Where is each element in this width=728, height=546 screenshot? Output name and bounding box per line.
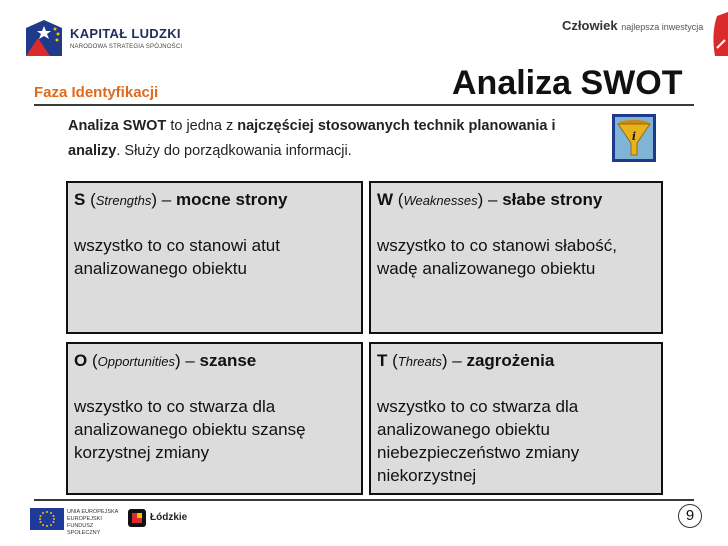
eu-label: UNIA EUROPEJSKA EUROPEJSKI FUNDUSZ SPOŁECZNY	[67, 509, 119, 536]
swot-cell-strengths	[66, 181, 363, 334]
phase-label: Faza Identyfikacji	[34, 84, 159, 101]
lodzkie-logo-icon	[128, 509, 146, 527]
region-label: Łódzkie	[150, 512, 188, 523]
intro-term: Analiza SWOT	[68, 118, 167, 134]
kapital-ludzki-logo-icon	[24, 18, 64, 58]
swot-description-weaknesses: wszystko to co stanowi słabość, wadę analizowanego obiektu	[377, 236, 617, 278]
swot-cell-weaknesses	[369, 181, 663, 334]
swot-description-opportunities: wszystko to co stwarza dla analizowanego obiektu szansę korzystnej zmiany	[74, 397, 306, 462]
swot-cell-opportunities	[66, 342, 363, 495]
red-corner-decoration-icon	[711, 12, 728, 56]
footer-divider	[34, 499, 694, 501]
intro-connector: to jedna z	[166, 118, 238, 134]
funnel-info-icon	[611, 113, 657, 163]
swot-description-strengths: wszystko to co stanowi atut analizowanego obiektu	[74, 236, 280, 278]
swot-heading-threats: T (Threats) – zagrożenia	[377, 351, 555, 370]
svg-text:i: i	[631, 130, 637, 143]
slogan-rest: najlepsza inwestycja	[621, 22, 704, 32]
header-divider	[34, 104, 694, 106]
swot-heading-strengths: S (Strengths) – mocne strony	[74, 190, 288, 209]
swot-heading-opportunities: O (Opportunities) – szanse	[74, 351, 257, 370]
swot-heading-weaknesses: W (Weaknesses) – słabe strony	[377, 190, 603, 209]
swot-description-threats: wszystko to co stwarza dla analizowanego obiektu niebezpieczeństwo zmiany niekorzystnej	[377, 397, 580, 485]
slogan-main: Człowiek	[562, 18, 618, 33]
intro-tail: . Służy do porządkowania informacji.	[116, 143, 352, 159]
page-title: Analiza SWOT	[452, 64, 683, 102]
intro-emphasis: najczęściej stosowanych technik planowania i analizy	[68, 118, 556, 159]
swot-cell-threats	[369, 342, 663, 495]
eu-flag-icon	[30, 508, 64, 530]
brand-title: KAPITAŁ LUDZKI	[70, 26, 181, 41]
intro-text	[68, 114, 588, 164]
brand-subtitle: NARODOWA STRATEGIA SPÓJNOŚCI	[70, 44, 183, 50]
slogan	[562, 18, 703, 33]
page-number: 9	[678, 504, 702, 528]
